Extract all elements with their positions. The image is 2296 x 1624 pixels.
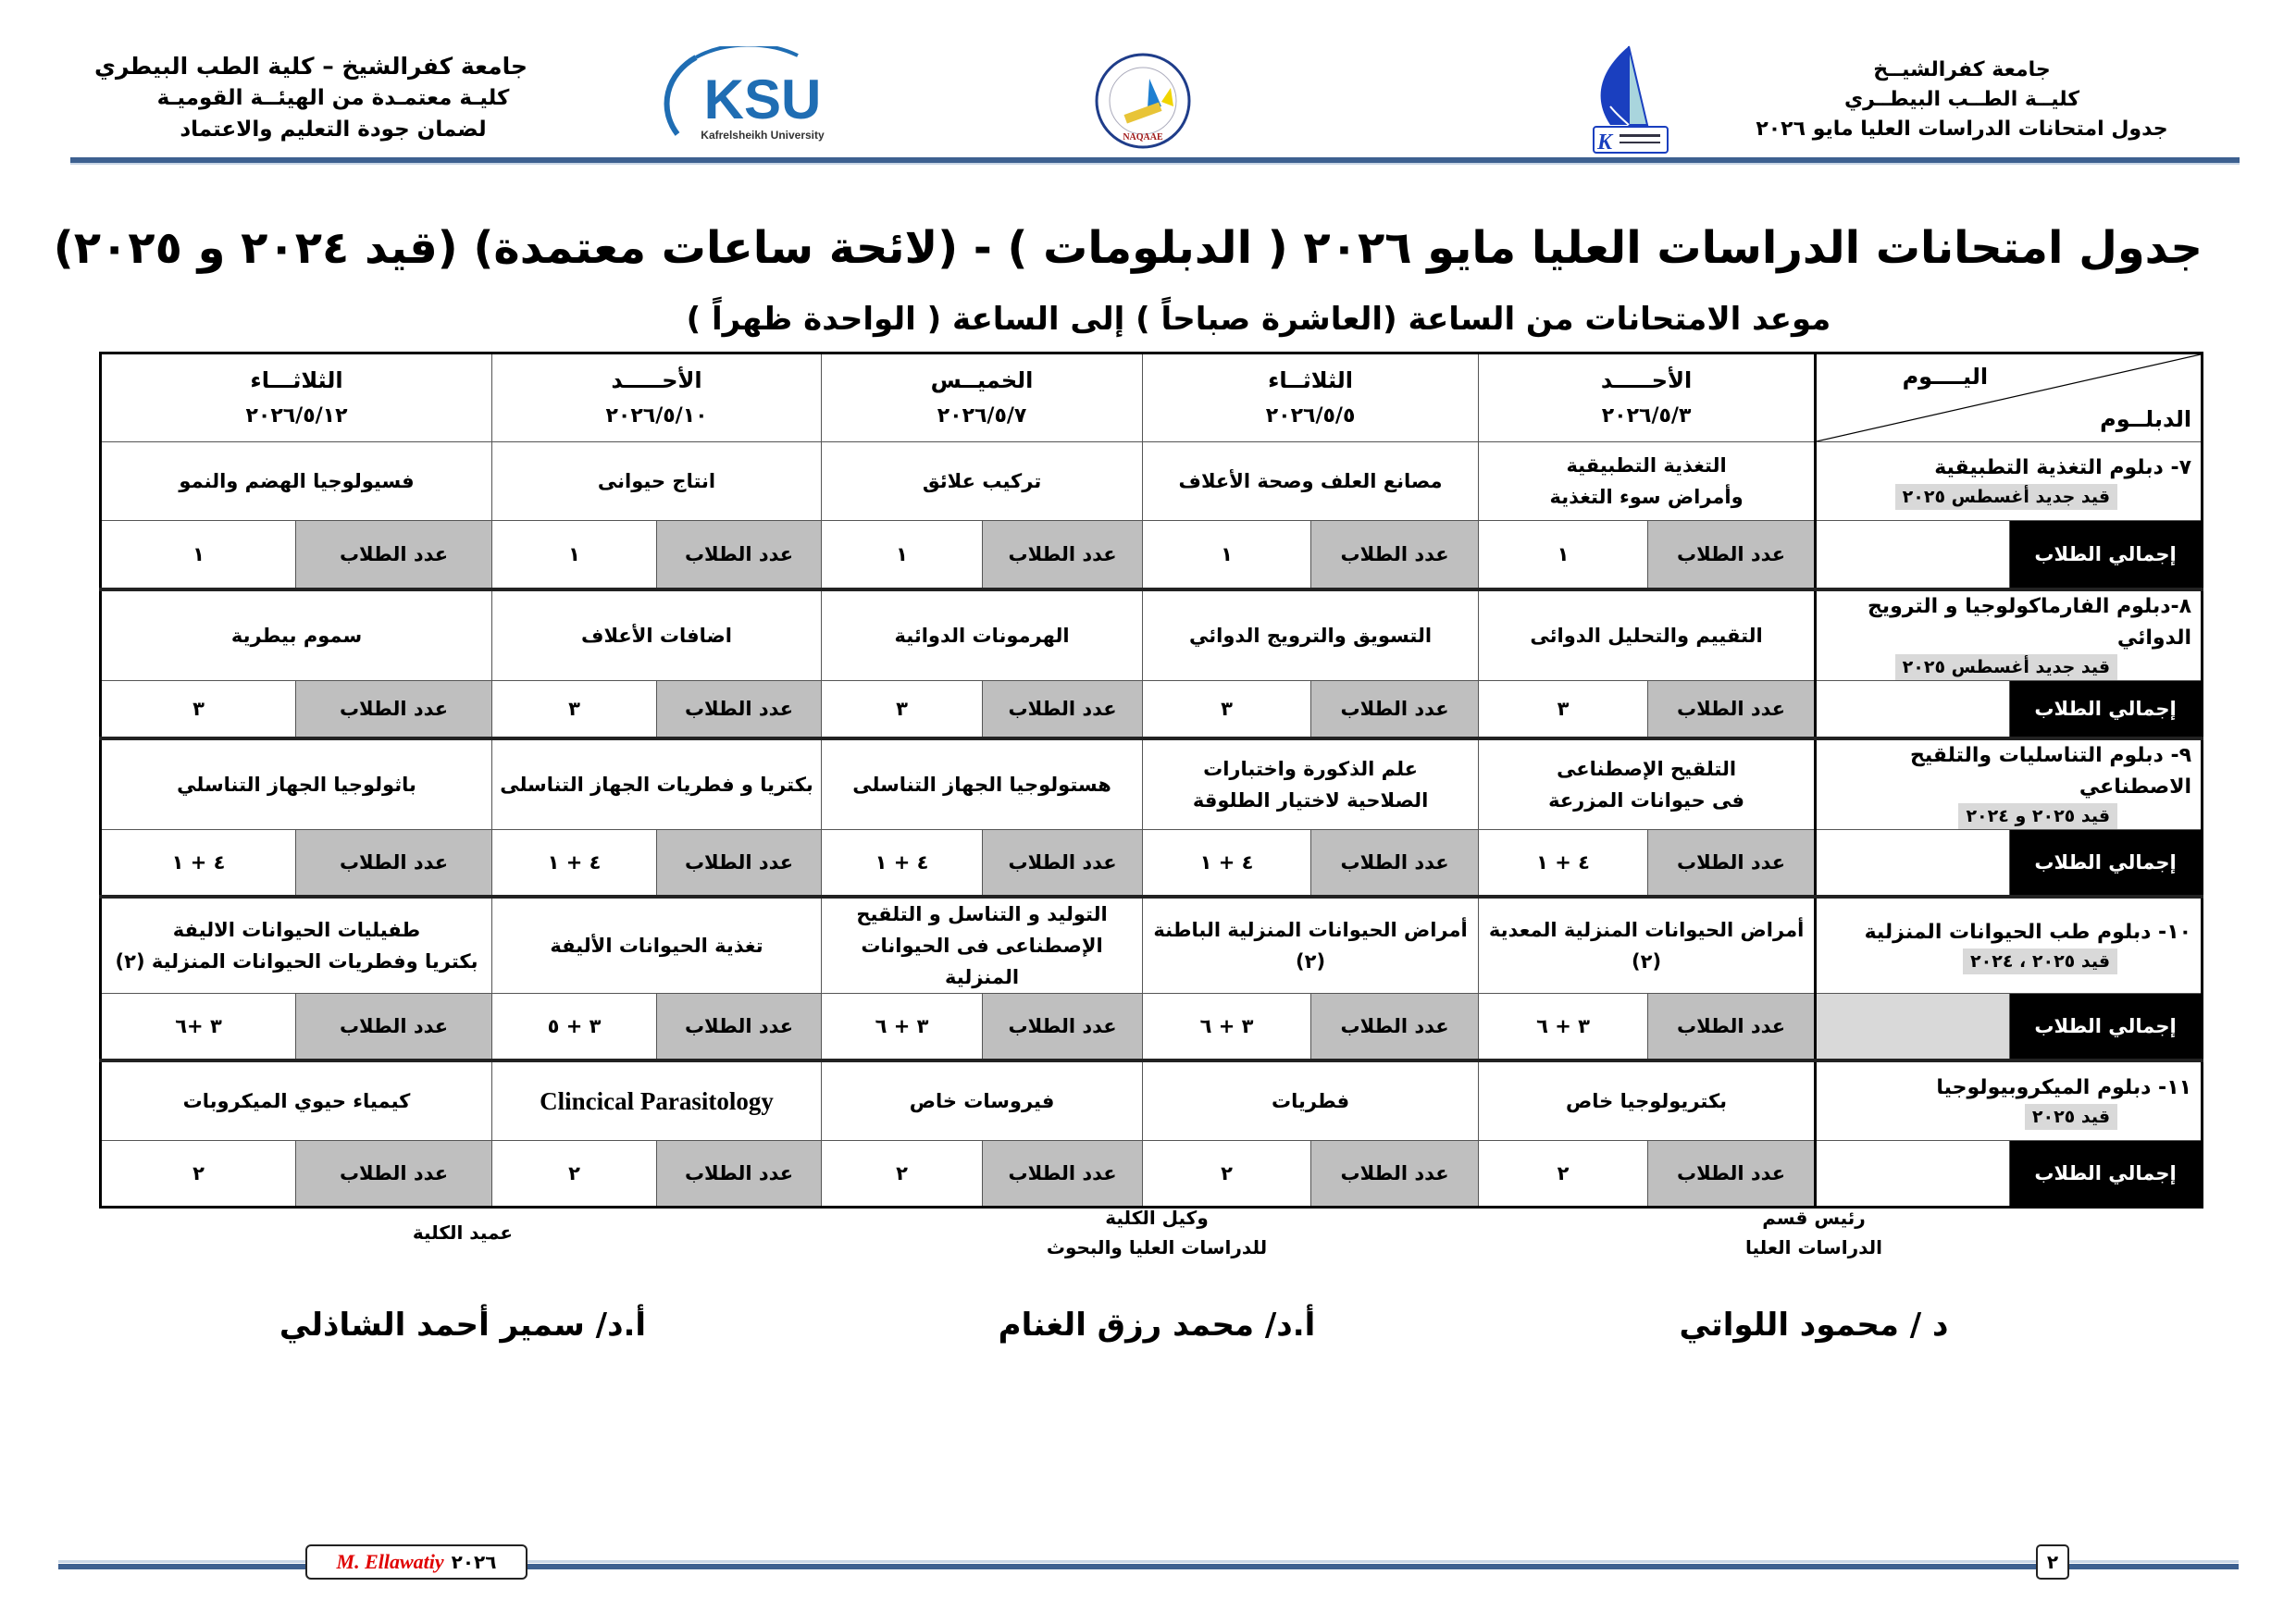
header-right-line: جامعة كفرالشيــخ: [1873, 58, 2051, 81]
diploma-enrollment-note: قيد ٢٠٢٥ ، ٢٠٢٤: [1963, 948, 2117, 974]
student-count-label: عدد الطلاب: [296, 830, 492, 898]
student-count-value: ٤ + ١: [1143, 830, 1311, 898]
student-count-label: عدد الطلاب: [1311, 681, 1479, 739]
diploma-enrollment-note: قيد ٢٠٢٥ و ٢٠٢٤: [1958, 803, 2117, 829]
exam-subject-cell: [492, 589, 822, 681]
student-count-value: ٣ + ٦: [1479, 994, 1648, 1061]
diploma-count-row: [101, 830, 2203, 898]
student-count-value: ٤ + ١: [101, 830, 296, 898]
student-count-label: عدد الطلاب: [657, 994, 822, 1061]
student-count-value: ٣: [1143, 681, 1311, 739]
exam-subject-cell: [822, 442, 1143, 521]
day-name: الأحـــــد: [1600, 367, 1693, 393]
student-count-value: ١: [492, 521, 657, 590]
diploma-title: ١٠- دبلوم طب الحيوانات المنزلية: [1864, 921, 2192, 944]
exam-subject-line: كيمياء حيوي الميكروبات: [182, 1090, 411, 1112]
student-count-label: عدد الطلاب: [1648, 681, 1816, 739]
diploma-title: ٨-دبلوم الفارماكولوجيا و الترويج الدوائي: [1867, 595, 2192, 650]
exam-subject-line: التوليد و التناسل و التلقيح: [856, 903, 1108, 925]
diploma-subject-row: [101, 442, 2203, 521]
exam-subject-line: أمراض الحيوانات المنزلية الباطنة: [1153, 919, 1468, 941]
exam-subject-cell: [101, 738, 492, 830]
exam-subject-line: (٢): [1296, 950, 1326, 973]
diploma-title: ٩- دبلوم التناسليات والتلقيح الاصطناعي: [1909, 744, 2192, 799]
ksu-logo-caption: Kafrelsheikh University: [701, 129, 825, 142]
page-number: ٢: [2036, 1544, 2069, 1580]
exam-subject-line: (٢): [1632, 950, 1662, 973]
exam-subject-cell: [1143, 1060, 1479, 1141]
student-count-label: عدد الطلاب: [296, 681, 492, 739]
diploma-enrollment-note: قيد جديد أغسطس ٢٠٢٥: [1895, 484, 2117, 510]
student-count-label: عدد الطلاب: [983, 681, 1143, 739]
total-students-label: إجمالي الطلاب: [2010, 830, 2203, 898]
student-count-label: عدد الطلاب: [1311, 830, 1479, 898]
header-left-line: جامعة كفرالشيخ – كلية الطب البيطري: [94, 53, 527, 80]
student-count-label: عدد الطلاب: [983, 994, 1143, 1061]
header-right-line: جدول امتحانات الدراسات العليا مايو ٢٠٢٦: [1756, 118, 2168, 141]
day-header: [1479, 353, 1816, 442]
exam-subject-cell: [1143, 442, 1479, 521]
exam-time-subtitle: موعد الامتحانات من الساعة (العاشرة صباحاً ) إلى الساعة ( الواحدة ظهراً ): [686, 301, 1831, 338]
day-header: [822, 353, 1143, 442]
exam-subject-line: طفيليات الحيوانات الاليفة: [172, 919, 421, 941]
exam-subject-cell: [1143, 589, 1479, 681]
exam-subject-cell: [1479, 738, 1816, 830]
footer-author-box: [305, 1544, 527, 1580]
exam-subject-cell: [492, 897, 822, 994]
exam-subject-cell: [822, 738, 1143, 830]
day-header: [1143, 353, 1479, 442]
signature-name: د / محمود اللواتي: [1679, 1307, 1949, 1344]
total-students-label: إجمالي الطلاب: [2010, 1141, 2203, 1208]
signature-name: أ.د/ محمد رزق الغنام: [998, 1307, 1316, 1344]
diploma-count-row: [101, 521, 2203, 590]
header-left-line: كليـة معتمـدة من الهيئــة القوميـة: [156, 86, 510, 110]
diploma-name-cell: [1816, 589, 2203, 681]
faculty-logo: [1573, 42, 1684, 157]
total-students-label: إجمالي الطلاب: [2010, 994, 2203, 1061]
header-divider-shadow: [70, 163, 2240, 165]
exam-subject-cell: [822, 589, 1143, 681]
student-count-value: ٣: [101, 681, 296, 739]
ksu-logo-text: KSU: [703, 68, 822, 130]
student-count-value: ٤ + ١: [1479, 830, 1648, 898]
exam-subject-line: مصانع العلف وصحة الأعلاف: [1178, 470, 1443, 492]
signature-role: الدراسات العليا: [1744, 1236, 1883, 1258]
exam-subject-line: التلقيح الإصطناعى: [1557, 758, 1737, 780]
ksu-logo: [659, 46, 844, 148]
exam-subject-cell: [1479, 589, 1816, 681]
exam-subject-cell: [101, 589, 492, 681]
diploma-name-cell: [1816, 738, 2203, 830]
exam-subject-line: انتاج حيوانى: [597, 470, 716, 492]
student-count-label: عدد الطلاب: [1648, 830, 1816, 898]
exam-subject-cell: [1479, 897, 1816, 994]
header-left-block: [94, 51, 527, 145]
signature-role: وكيل الكلية: [1105, 1207, 1209, 1229]
exam-subject-line: الهرمونات الدوائية: [894, 625, 1070, 647]
diploma-name-cell: [1816, 442, 2203, 521]
student-count-value: ٢: [822, 1141, 983, 1208]
exam-subject-cell: [1479, 1060, 1816, 1141]
exam-subject-line: اضافات الأعلاف: [581, 625, 732, 647]
student-count-value: ٢: [1143, 1141, 1311, 1208]
exam-subject-cell: [1143, 738, 1479, 830]
signature-block-dean: [278, 1218, 648, 1344]
day-date: ٢٠٢٦/٥/٥: [1265, 404, 1356, 428]
exam-subject-line: باثولوجيا الجهاز التناسلي: [177, 774, 416, 796]
naqaae-logo: [1092, 51, 1194, 151]
day-name: الخميــس: [930, 367, 1034, 393]
signature-role: للدراسات العليا والبحوث: [1046, 1236, 1268, 1258]
total-students-value: [1816, 521, 2010, 590]
exam-subject-line: فى حيوانات المزرعة: [1548, 789, 1745, 812]
exam-subject-cell: [492, 738, 822, 830]
header-right-block: [1740, 56, 2184, 144]
exam-subject-cell: [492, 442, 822, 521]
student-count-label: عدد الطلاب: [296, 994, 492, 1061]
exam-subject-line: Clincical Parasitology: [540, 1087, 774, 1115]
exam-subject-line: أمراض الحيوانات المنزلية المعدية: [1488, 919, 1805, 941]
diploma-name-cell: [1816, 1060, 2203, 1141]
student-count-value: ٣: [822, 681, 983, 739]
exam-subject-line: التقييم والتحليل الدوائى: [1530, 625, 1763, 647]
header-row: [101, 353, 2203, 442]
exam-subject-line: بكتريا و فطريات الجهاز التناسلى: [500, 774, 813, 796]
exam-subject-line: فسيولوجيا الهضم والنمو: [179, 470, 415, 492]
student-count-value: ١: [822, 521, 983, 590]
student-count-label: عدد الطلاب: [1648, 1141, 1816, 1208]
student-count-label: عدد الطلاب: [657, 521, 822, 590]
student-count-label: عدد الطلاب: [657, 681, 822, 739]
exam-subject-line: هستولوجيا الجهاز التناسلى: [852, 774, 1111, 796]
total-students-value: [1816, 681, 2010, 739]
diploma-name-cell: [1816, 897, 2203, 994]
day-name: الأحـــــد: [611, 367, 702, 393]
exam-subject-line: التسويق والترويج الدوائي: [1189, 625, 1433, 647]
exam-subject-line: علم الذكورة واختبارات: [1203, 758, 1418, 780]
exam-subject-line: بكتريا وفطريات الحيوانات المنزلية (٢): [115, 950, 478, 973]
header-right-line: كليــة الطــب البيطــري: [1843, 88, 2080, 111]
diploma-subject-row: [101, 1060, 2203, 1141]
total-students-value: [1816, 994, 2010, 1061]
diploma-subject-row: [101, 589, 2203, 681]
student-count-value: ٤ + ١: [492, 830, 657, 898]
total-students-value: [1816, 830, 2010, 898]
faculty-logo-text: K: [1596, 130, 1613, 155]
corner-day-label: اليــــوم: [1902, 364, 1989, 390]
diploma-enrollment-note: قيد ٢٠٢٥: [2025, 1104, 2117, 1130]
student-count-value: ٣ + ٦: [1143, 994, 1311, 1061]
signature-block-head-of-dept: [1666, 1203, 1962, 1344]
diploma-count-row: [101, 994, 2203, 1061]
total-students-label: إجمالي الطلاب: [2010, 521, 2203, 590]
exam-subject-cell: [101, 1060, 492, 1141]
page-title: جدول امتحانات الدراسات العليا مايو ٢٠٢٦ ( الدبلومات ) - (لائحة ساعات معتمدة) (قيد ٢٠٢٤ و ٢٠٢٥): [53, 222, 2203, 274]
student-count-value: ٢: [1479, 1141, 1648, 1208]
student-count-label: عدد الطلاب: [657, 830, 822, 898]
student-count-value: ٣ + ٦: [822, 994, 983, 1061]
signature-name: أ.د/ سمير أحمد الشاذلي: [279, 1307, 647, 1344]
day-name: الثلاثـــاء: [250, 367, 343, 393]
exam-subject-cell: [492, 1060, 822, 1141]
exam-subject-line: فطريات: [1271, 1090, 1350, 1112]
footer-author: M. Ellawatiy: [336, 1550, 444, 1573]
day-header: [492, 353, 822, 442]
exam-subject-line: الإصطناعى فى الحيوانات المنزلية: [861, 935, 1103, 988]
header-left-line: لضمان جودة التعليم والاعتماد: [180, 118, 487, 142]
exam-subject-line: تركيب علائق: [922, 470, 1042, 492]
student-count-label: عدد الطلاب: [983, 521, 1143, 590]
student-count-label: عدد الطلاب: [1648, 994, 1816, 1061]
exam-subject-line: بكتريولوجيا خاص: [1566, 1090, 1728, 1112]
corner-header-cell: [1816, 353, 2203, 442]
exam-subject-line: التغذية التطبيقية: [1566, 454, 1727, 477]
student-count-value: ٣ + ٥: [492, 994, 657, 1061]
exam-subject-line: فيروسات خاص: [909, 1090, 1055, 1112]
footer-year: ٢٠٢٦: [451, 1551, 497, 1573]
student-count-value: ١: [1479, 521, 1648, 590]
corner-diploma-label: الدبلــوم: [2100, 406, 2192, 432]
student-count-label: عدد الطلاب: [1311, 521, 1479, 590]
exam-subject-line: سموم بيطرية: [230, 625, 363, 647]
diploma-enrollment-note: قيد جديد أغسطس ٢٠٢٥: [1895, 654, 2117, 680]
student-count-label: عدد الطلاب: [296, 1141, 492, 1208]
diploma-title: ٧- دبلوم التغذية التطبيقية: [1934, 456, 2192, 479]
exam-subject-cell: [101, 897, 492, 994]
exam-subject-line: تغذية الحيوانات الأليفة: [550, 935, 763, 957]
exam-subject-line: الصلاحية لاختيار الطلوقة: [1192, 789, 1429, 812]
exam-schedule-table: [99, 352, 2203, 1209]
diploma-title: ١١- دبلوم الميكروبيولوجيا: [1936, 1076, 2192, 1099]
student-count-label: عدد الطلاب: [296, 521, 492, 590]
day-date: ٢٠٢٦/٥/١٢: [245, 404, 348, 428]
student-count-label: عدد الطلاب: [657, 1141, 822, 1208]
student-count-label: عدد الطلاب: [983, 830, 1143, 898]
student-count-label: عدد الطلاب: [1311, 1141, 1479, 1208]
diploma-subject-row: [101, 738, 2203, 830]
day-date: ٢٠٢٦/٥/٧: [937, 404, 1027, 428]
student-count-value: ١: [101, 521, 296, 590]
student-count-value: ١: [1143, 521, 1311, 590]
day-name: الثلاثــاء: [1268, 367, 1354, 393]
student-count-value: ٢: [492, 1141, 657, 1208]
exam-subject-cell: [822, 897, 1143, 994]
naqaae-logo-text: NAQAAE: [1123, 132, 1163, 143]
day-header: [101, 353, 492, 442]
student-count-label: عدد الطلاب: [1648, 521, 1816, 590]
student-count-label: عدد الطلاب: [1311, 994, 1479, 1061]
student-count-value: ٣: [492, 681, 657, 739]
exam-subject-cell: [1479, 442, 1816, 521]
exam-subject-cell: [822, 1060, 1143, 1141]
signature-block-vice-dean: [981, 1203, 1333, 1344]
total-students-label: إجمالي الطلاب: [2010, 681, 2203, 739]
signature-role: رئيس قسم: [1762, 1207, 1866, 1229]
exam-subject-cell: [101, 442, 492, 521]
student-count-value: ٣ +٦: [101, 994, 296, 1061]
day-date: ٢٠٢٦/٥/٣: [1601, 404, 1692, 428]
diploma-subject-row: [101, 897, 2203, 994]
student-count-label: عدد الطلاب: [983, 1141, 1143, 1208]
student-count-value: ٣: [1479, 681, 1648, 739]
diploma-count-row: [101, 681, 2203, 739]
exam-subject-line: وأمراض سوء التغذية: [1549, 486, 1744, 508]
diploma-count-row: [101, 1141, 2203, 1208]
day-date: ٢٠٢٦/٥/١٠: [605, 404, 708, 428]
signature-role: عميد الكلية: [412, 1221, 514, 1244]
exam-subject-cell: [1143, 897, 1479, 994]
student-count-value: ٢: [101, 1141, 296, 1208]
total-students-value: [1816, 1141, 2010, 1208]
student-count-value: ٤ + ١: [822, 830, 983, 898]
